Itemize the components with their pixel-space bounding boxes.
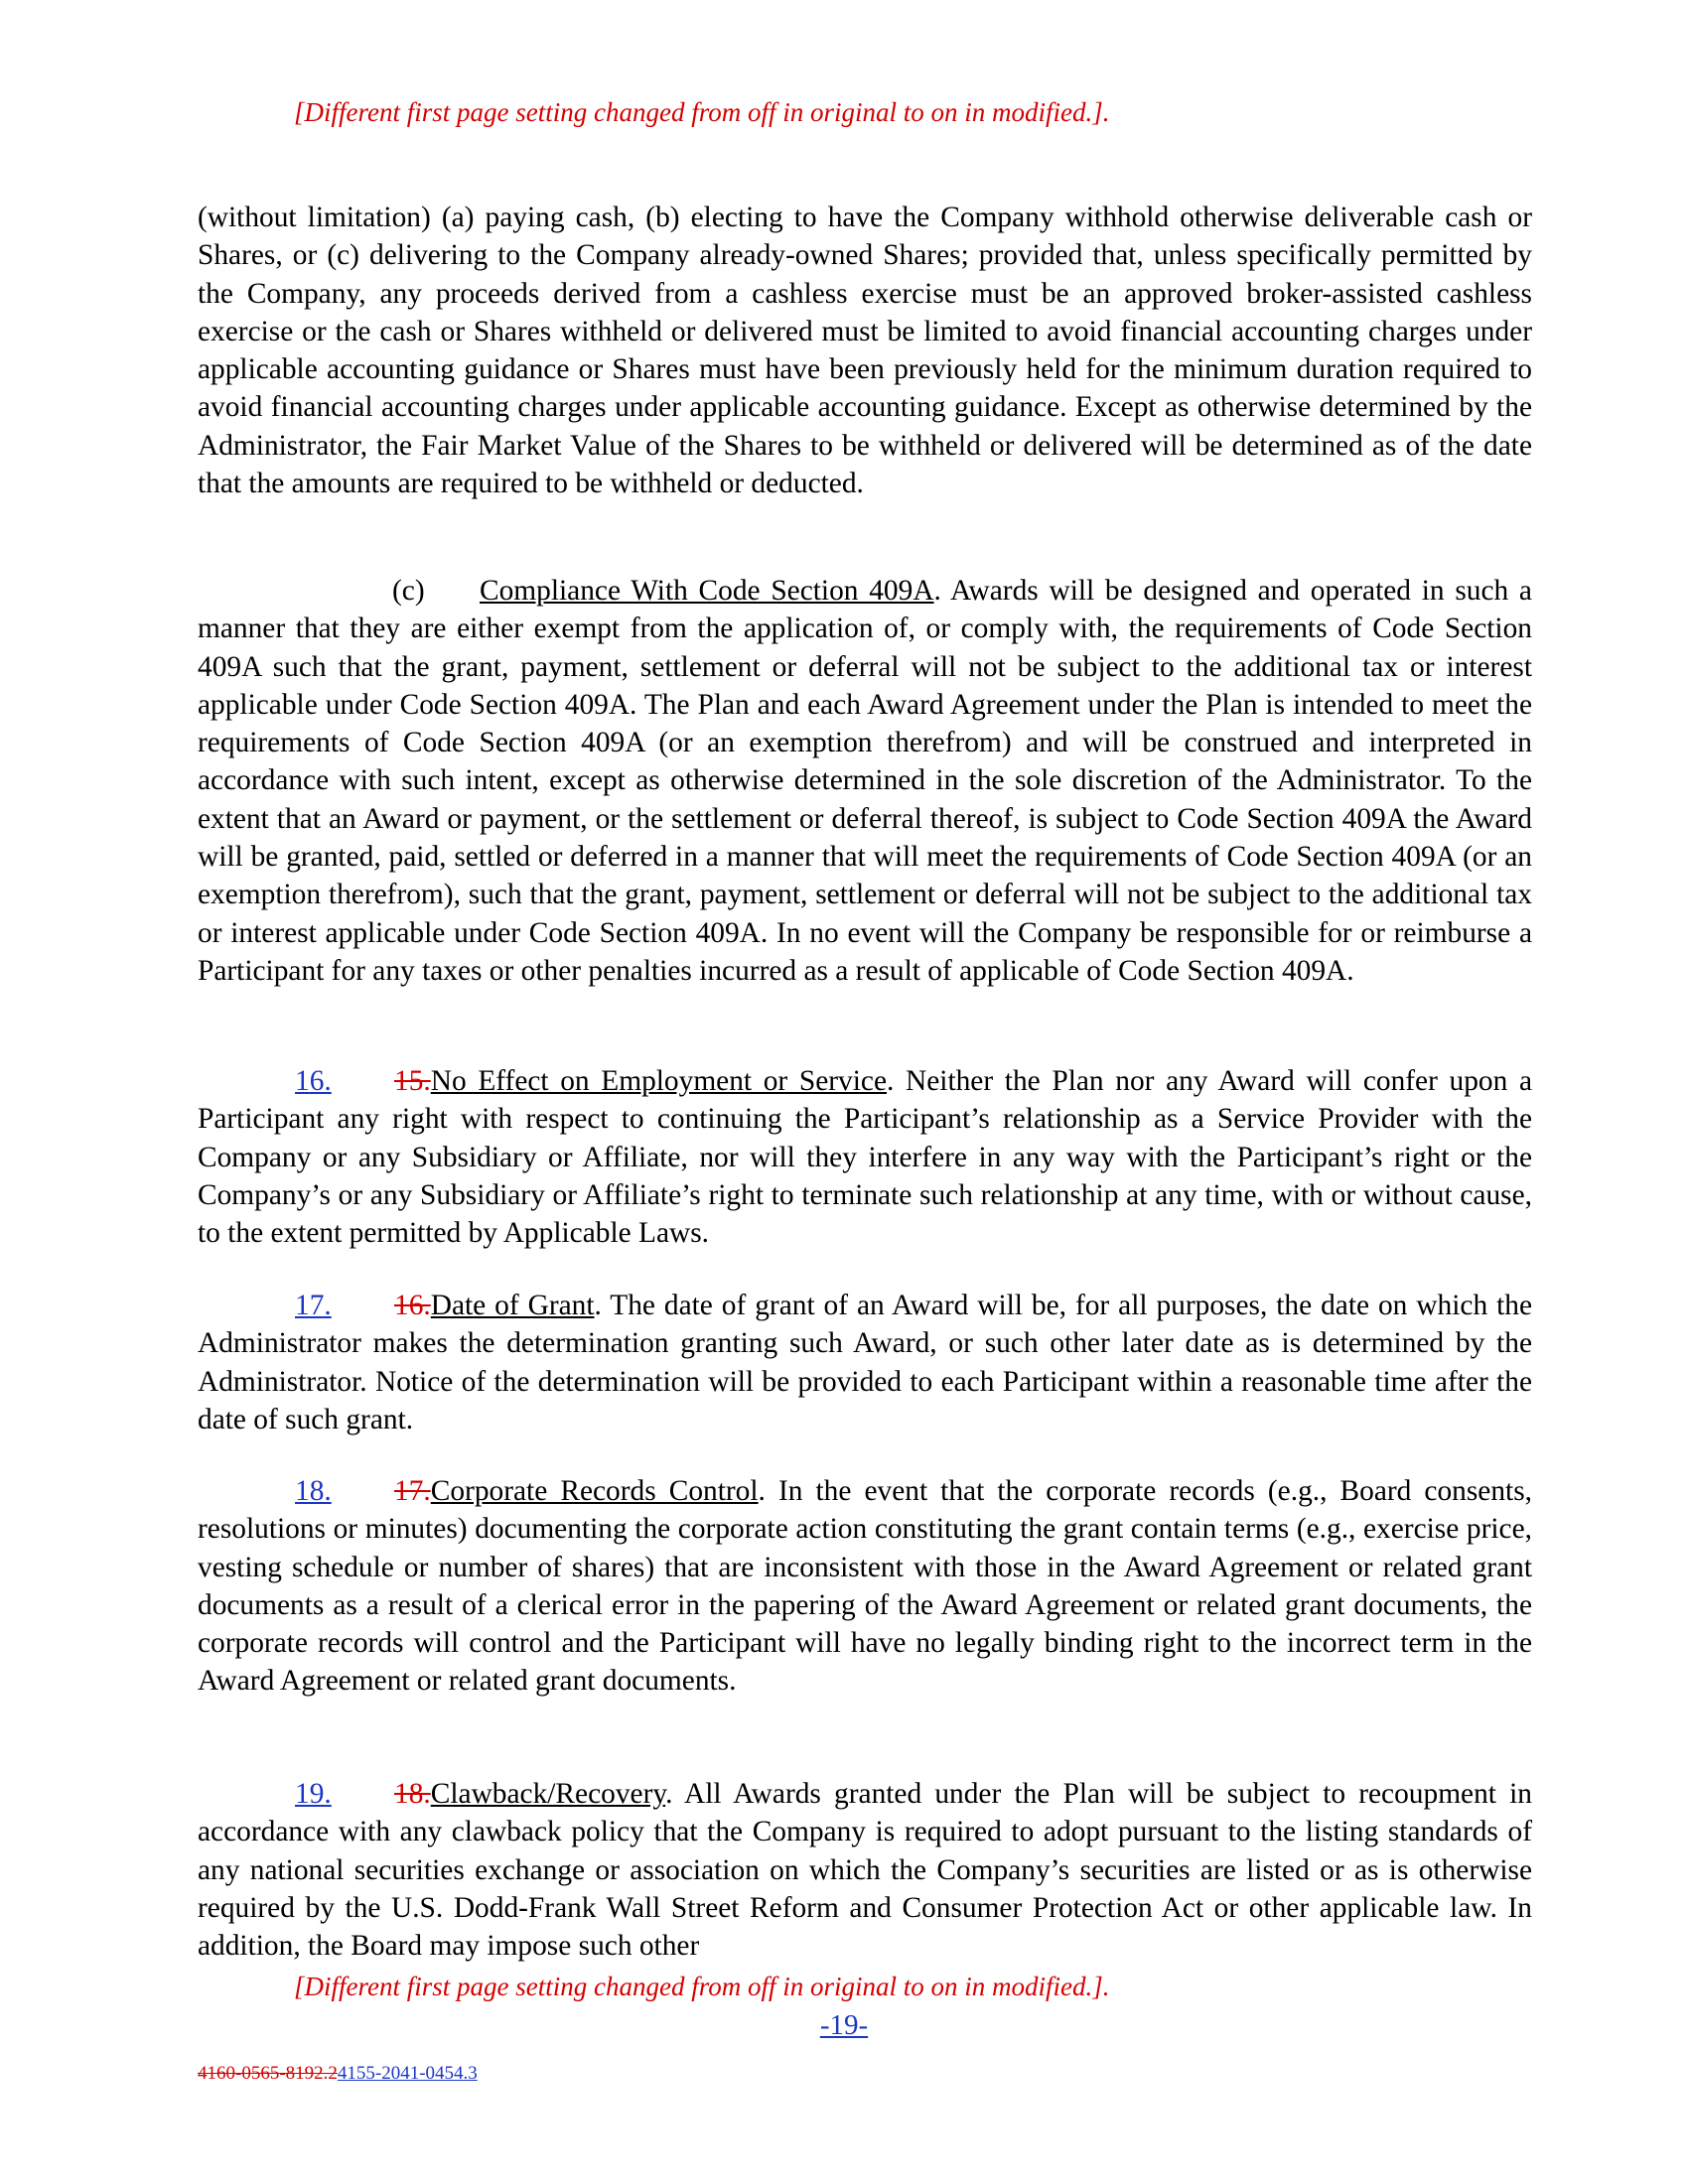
page-number: -19- (819, 2009, 869, 2041)
section-title: No Effect on Employment or Service (430, 1065, 888, 1097)
subsection-label: (c) (392, 575, 425, 607)
paragraph-withholding (198, 199, 1532, 502)
paragraph-text: . In the event that the corporate records (e.g., Board consents, resolutions or minutes) documenting the corporate action constituting the grant contain terms (e.g., exercise price, vesting schedule or number of shares) that are inconsistent with those in the Award Agreement or related grant documents as a result of a clerical error in the papering of the Award Agreement or related grant documents, the corporate records will control and the Participant will have no legally binding right to the incorrect term in the Award Agreement or related grant documents. (198, 1475, 1532, 1698)
section-title: Compliance With Code Section 409A (480, 575, 934, 607)
document-id (198, 2063, 478, 2085)
section-title: Date of Grant (430, 1290, 595, 1321)
paragraph-section-17 (198, 1287, 1532, 1438)
paragraph-section-16 (198, 1062, 1532, 1252)
paragraph-text: . The date of grant of an Award will be, for all purposes, the date on which the Administrator makes the determination granting such Award, or such other later date as is determined by the Administrator. Notice of the determination will be provided to each Participant within a reasonable time after the date of such grant. (198, 1290, 1532, 1435)
paragraph-section-19 (198, 1775, 1532, 1965)
paragraph-409a (198, 572, 1532, 990)
inserted-document-id: 4155-2041-0454.3 (337, 2063, 478, 2084)
section-title: Clawback/Recovery (430, 1778, 666, 1810)
paragraph-text: . Awards will be designed and operated in such a manner that they are either exempt from the application of, or comply with, the requirements of Code Section 409A such that the grant, payment, settlement or deferral will not be subject to the additional tax or interest applicable under Code Section 409A. The Plan and each Award Agreement under the Plan is intended to meet the requirements of Code Section 409A (or an exemption therefrom) and will be construed and interpreted in accordance with such intent, except as otherwise determined in the sole discretion of the Administrator. To the extent that an Award or payment, or the settlement or deferral thereof, is subject to Code Section 409A the Award will be granted, paid, settled or deferred in a manner that will meet the requirements of Code Section 409A (or an exemption therefrom), such that the grant, payment, settlement or deferral will not be subject to the additional tax or interest applicable under Code Section 409A. In no event will the Company be responsible for or reimburse a Participant for any taxes or other penalties incurred as a result of applicable of Code Section 409A. (198, 575, 1532, 987)
deleted-section-number: 16. (394, 1290, 431, 1321)
deleted-section-number: 15. (394, 1065, 431, 1097)
paragraph-text: . Neither the Plan nor any Award will confer upon a Participant any right with respect to continuing the Participant’s relationship as a Service Provider with the Company or any Subsidiary or Affiliate, nor will they interfere in any way with the Participant’s right or the Company’s or any Subsidiary or Affiliate’s right to terminate such relationship at any time, with or without cause, to the extent permitted by Applicable Laws. (198, 1065, 1533, 1250)
paragraph-text: . All Awards granted under the Plan will be subject to recoupment in accordance with any clawback policy that the Company is required to adopt pursuant to the listing standards of any national securities exchange or association on which the Company’s securities are listed or as is otherwise required by the U.S. Dodd-Frank Wall Street Reform and Consumer Protection Act or other applicable law. In addition, the Board may impose such other (198, 1778, 1532, 1963)
paragraph-text: (without limitation) (a) paying cash, (b) electing to have the Company withhold otherwise deliverable cash or Shares, or (c) delivering to the Company already-owned Shares; provided that, unless specifically permitted by the Company, any proceeds derived from a cashless exercise must be an approved broker-assisted cashless exercise or the cash or Shares withheld or delivered must be limited to avoid financial accounting charges under applicable accounting guidance or Shares must have been previously held for the minimum duration required to avoid financial accounting charges under applicable accounting guidance. Except as otherwise determined by the Administrator, the Fair Market Value of the Shares to be withheld or delivered will be determined as of the date that the amounts are required to be withheld or deducted. (198, 202, 1532, 500)
inserted-section-number: 16. (295, 1065, 332, 1097)
section-title: Corporate Records Control (430, 1475, 759, 1507)
deleted-section-number: 17. (394, 1475, 431, 1507)
inserted-section-number: 18. (295, 1475, 332, 1507)
footer-change-note: [Different first page setting changed from off in original to on in modified.]. (294, 1972, 1110, 2001)
paragraph-section-18 (198, 1472, 1532, 1701)
header-change-note: [Different first page setting changed from off in original to on in modified.]. (294, 97, 1110, 127)
deleted-section-number: 18. (394, 1778, 431, 1810)
inserted-section-number: 19. (295, 1778, 332, 1810)
inserted-section-number: 17. (295, 1290, 332, 1321)
deleted-document-id: 4160-0565-8192.2 (198, 2063, 338, 2084)
